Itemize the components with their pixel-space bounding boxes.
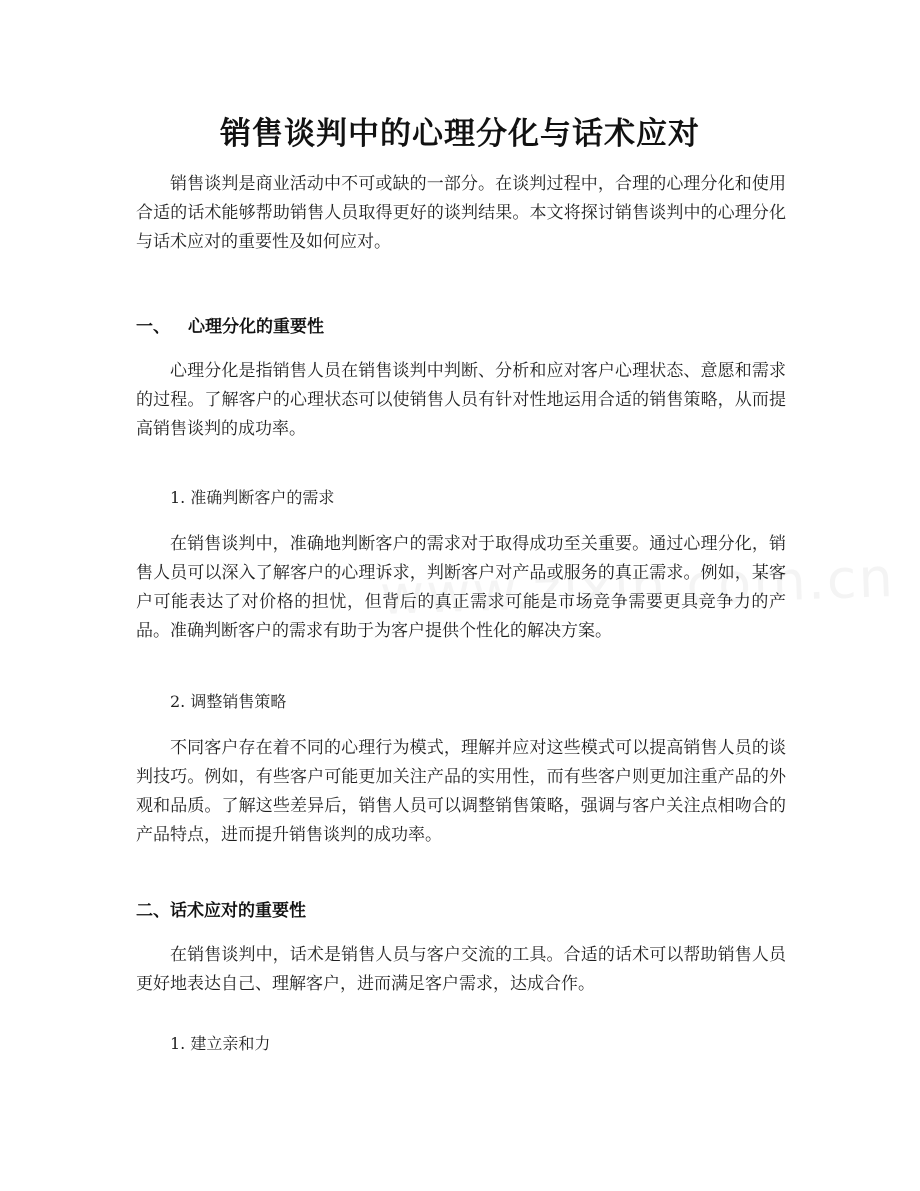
- section1-sub1-heading: 1. 准确判断客户的需求: [170, 488, 335, 507]
- intro-paragraph: 销售谈判是商业活动中不可或缺的一部分。在谈判过程中，合理的心理分化和使用合适的话术能够帮助销售人员取得更好的谈判结果。本文将探讨销售谈判中的心理分化与话术应对的重要性及如何应对。: [136, 174, 786, 252]
- section1-paragraph: 心理分化是指销售人员在销售谈判中判断、分析和应对客户心理状态、意愿和需求的过程。了解客户的心理状态可以使销售人员有针对性地运用合适的销售策略，从而提高销售谈判的成功率。: [136, 361, 786, 439]
- section1-sub2-paragraph: 不同客户存在着不同的心理行为模式，理解并应对这些模式可以提高销售人员的谈判技巧。例如，有些客户可能更加关注产品的实用性，而有些客户则更加注重产品的外观和品质。了解这些差异后，销售人员可以调整销售策略，强调与客户关注点相吻合的产品特点，进而提升销售谈判的成功率。: [136, 738, 786, 845]
- section1-sub1-paragraph: 在销售谈判中，准确地判断客户的需求对于取得成功至关重要。通过心理分化，销售人员可以深入了解客户的心理诉求，判断客户对产品或服务的真正需求。例如，某客户可能表达了对价格的担忧，但背后的真正需求可能是市场竞争需要更具竞争力的产品。准确判断客户的需求有助于为客户提供个性化的解决方案。: [136, 534, 786, 641]
- section1-number: 一、: [136, 317, 170, 337]
- document-title: 销售谈判中的心理分化与话术应对: [220, 116, 700, 152]
- section2-sub1-heading: 1. 建立亲和力: [170, 1034, 271, 1053]
- section1-title: 心理分化的重要性: [188, 317, 324, 337]
- section1-sub2-heading: 2. 调整销售策略: [170, 692, 287, 711]
- section1-heading: [136, 312, 324, 337]
- section2-paragraph: 在销售谈判中，话术是销售人员与客户交流的工具。合适的话术可以帮助销售人员更好地表达自己、理解客户，进而满足客户需求，达成合作。: [136, 945, 786, 994]
- section2-heading: 二、话术应对的重要性: [136, 901, 306, 921]
